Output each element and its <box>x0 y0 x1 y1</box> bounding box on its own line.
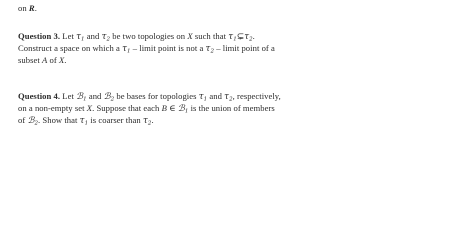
tau2-symbol: $\tau_2$ <box>224 92 233 103</box>
period: . <box>252 31 255 41</box>
basis1-symbol: ℬ$_1$ <box>76 92 87 103</box>
text-bases-for: be bases for topologies <box>116 91 197 101</box>
tau1-symbol: $\tau_1$ <box>79 116 89 127</box>
text-of: of <box>49 55 57 65</box>
period: . <box>64 55 67 65</box>
question3-line1 <box>18 31 255 43</box>
tau2-symbol: $\tau_2$ <box>142 116 152 127</box>
set-A: A <box>42 55 48 65</box>
set-X: X <box>86 103 93 113</box>
text-on-set: on a non-empty set <box>18 103 85 113</box>
question3-label: Question 3. <box>18 31 61 41</box>
set-R: R <box>28 3 35 13</box>
text-on: on <box>18 3 27 13</box>
subset-symbol: ⊊ <box>236 32 245 42</box>
tau2-symbol: $\tau_2$ <box>101 32 111 43</box>
basis1-symbol: ℬ$_1$ <box>177 104 189 115</box>
tau1-symbol: $\tau_1$ <box>228 32 237 43</box>
text-coarser-than: is coarser than <box>90 115 141 125</box>
tau2-symbol: $\tau_2$ <box>244 32 253 43</box>
text-let: Let <box>62 31 74 41</box>
set-B: B <box>161 103 167 113</box>
basis2-symbol: ℬ$_2$ <box>27 116 38 127</box>
tau1-symbol: $\tau_1$ <box>198 92 208 103</box>
basis2-symbol: ℬ$_2$ <box>103 92 115 103</box>
top-fragment-line <box>18 3 37 14</box>
question3-line2 <box>18 43 275 55</box>
text-limit-point-of: – limit point of a <box>216 43 275 53</box>
text-subset: subset <box>18 55 40 65</box>
text-let: Let <box>62 91 74 101</box>
question3-line3 <box>18 55 67 66</box>
text-construct: Construct a space on which a <box>18 43 120 53</box>
text-suppose: . Suppose that each <box>92 103 160 113</box>
tau1-symbol: $\tau_1$ <box>76 32 85 43</box>
question4-line1 <box>18 91 281 103</box>
text-limit-point-not: – limit point is not a <box>132 43 204 53</box>
text-and: and <box>209 91 222 101</box>
text-of: of <box>18 115 26 125</box>
text-and: and <box>86 31 100 41</box>
period: . <box>34 3 37 13</box>
question4-label: Question 4. <box>18 91 61 101</box>
question4-line3 <box>18 115 154 127</box>
text-and: and <box>88 91 102 101</box>
set-X: X <box>58 55 65 65</box>
period: . <box>151 115 154 125</box>
tau2-symbol: $\tau_2$ <box>205 44 215 55</box>
text-union-of: is the union of members <box>190 103 275 113</box>
set-X: X <box>187 31 193 41</box>
text-show-that: . Show that <box>38 115 78 125</box>
tau1-symbol: $\tau_1$ <box>122 44 131 55</box>
text-such-that: such that <box>194 31 227 41</box>
element-of-symbol: ∈ <box>169 104 176 114</box>
question4-line2 <box>18 103 275 115</box>
text-rest: be two topologies on <box>112 31 186 41</box>
text-respectively: , respectively, <box>232 91 281 101</box>
